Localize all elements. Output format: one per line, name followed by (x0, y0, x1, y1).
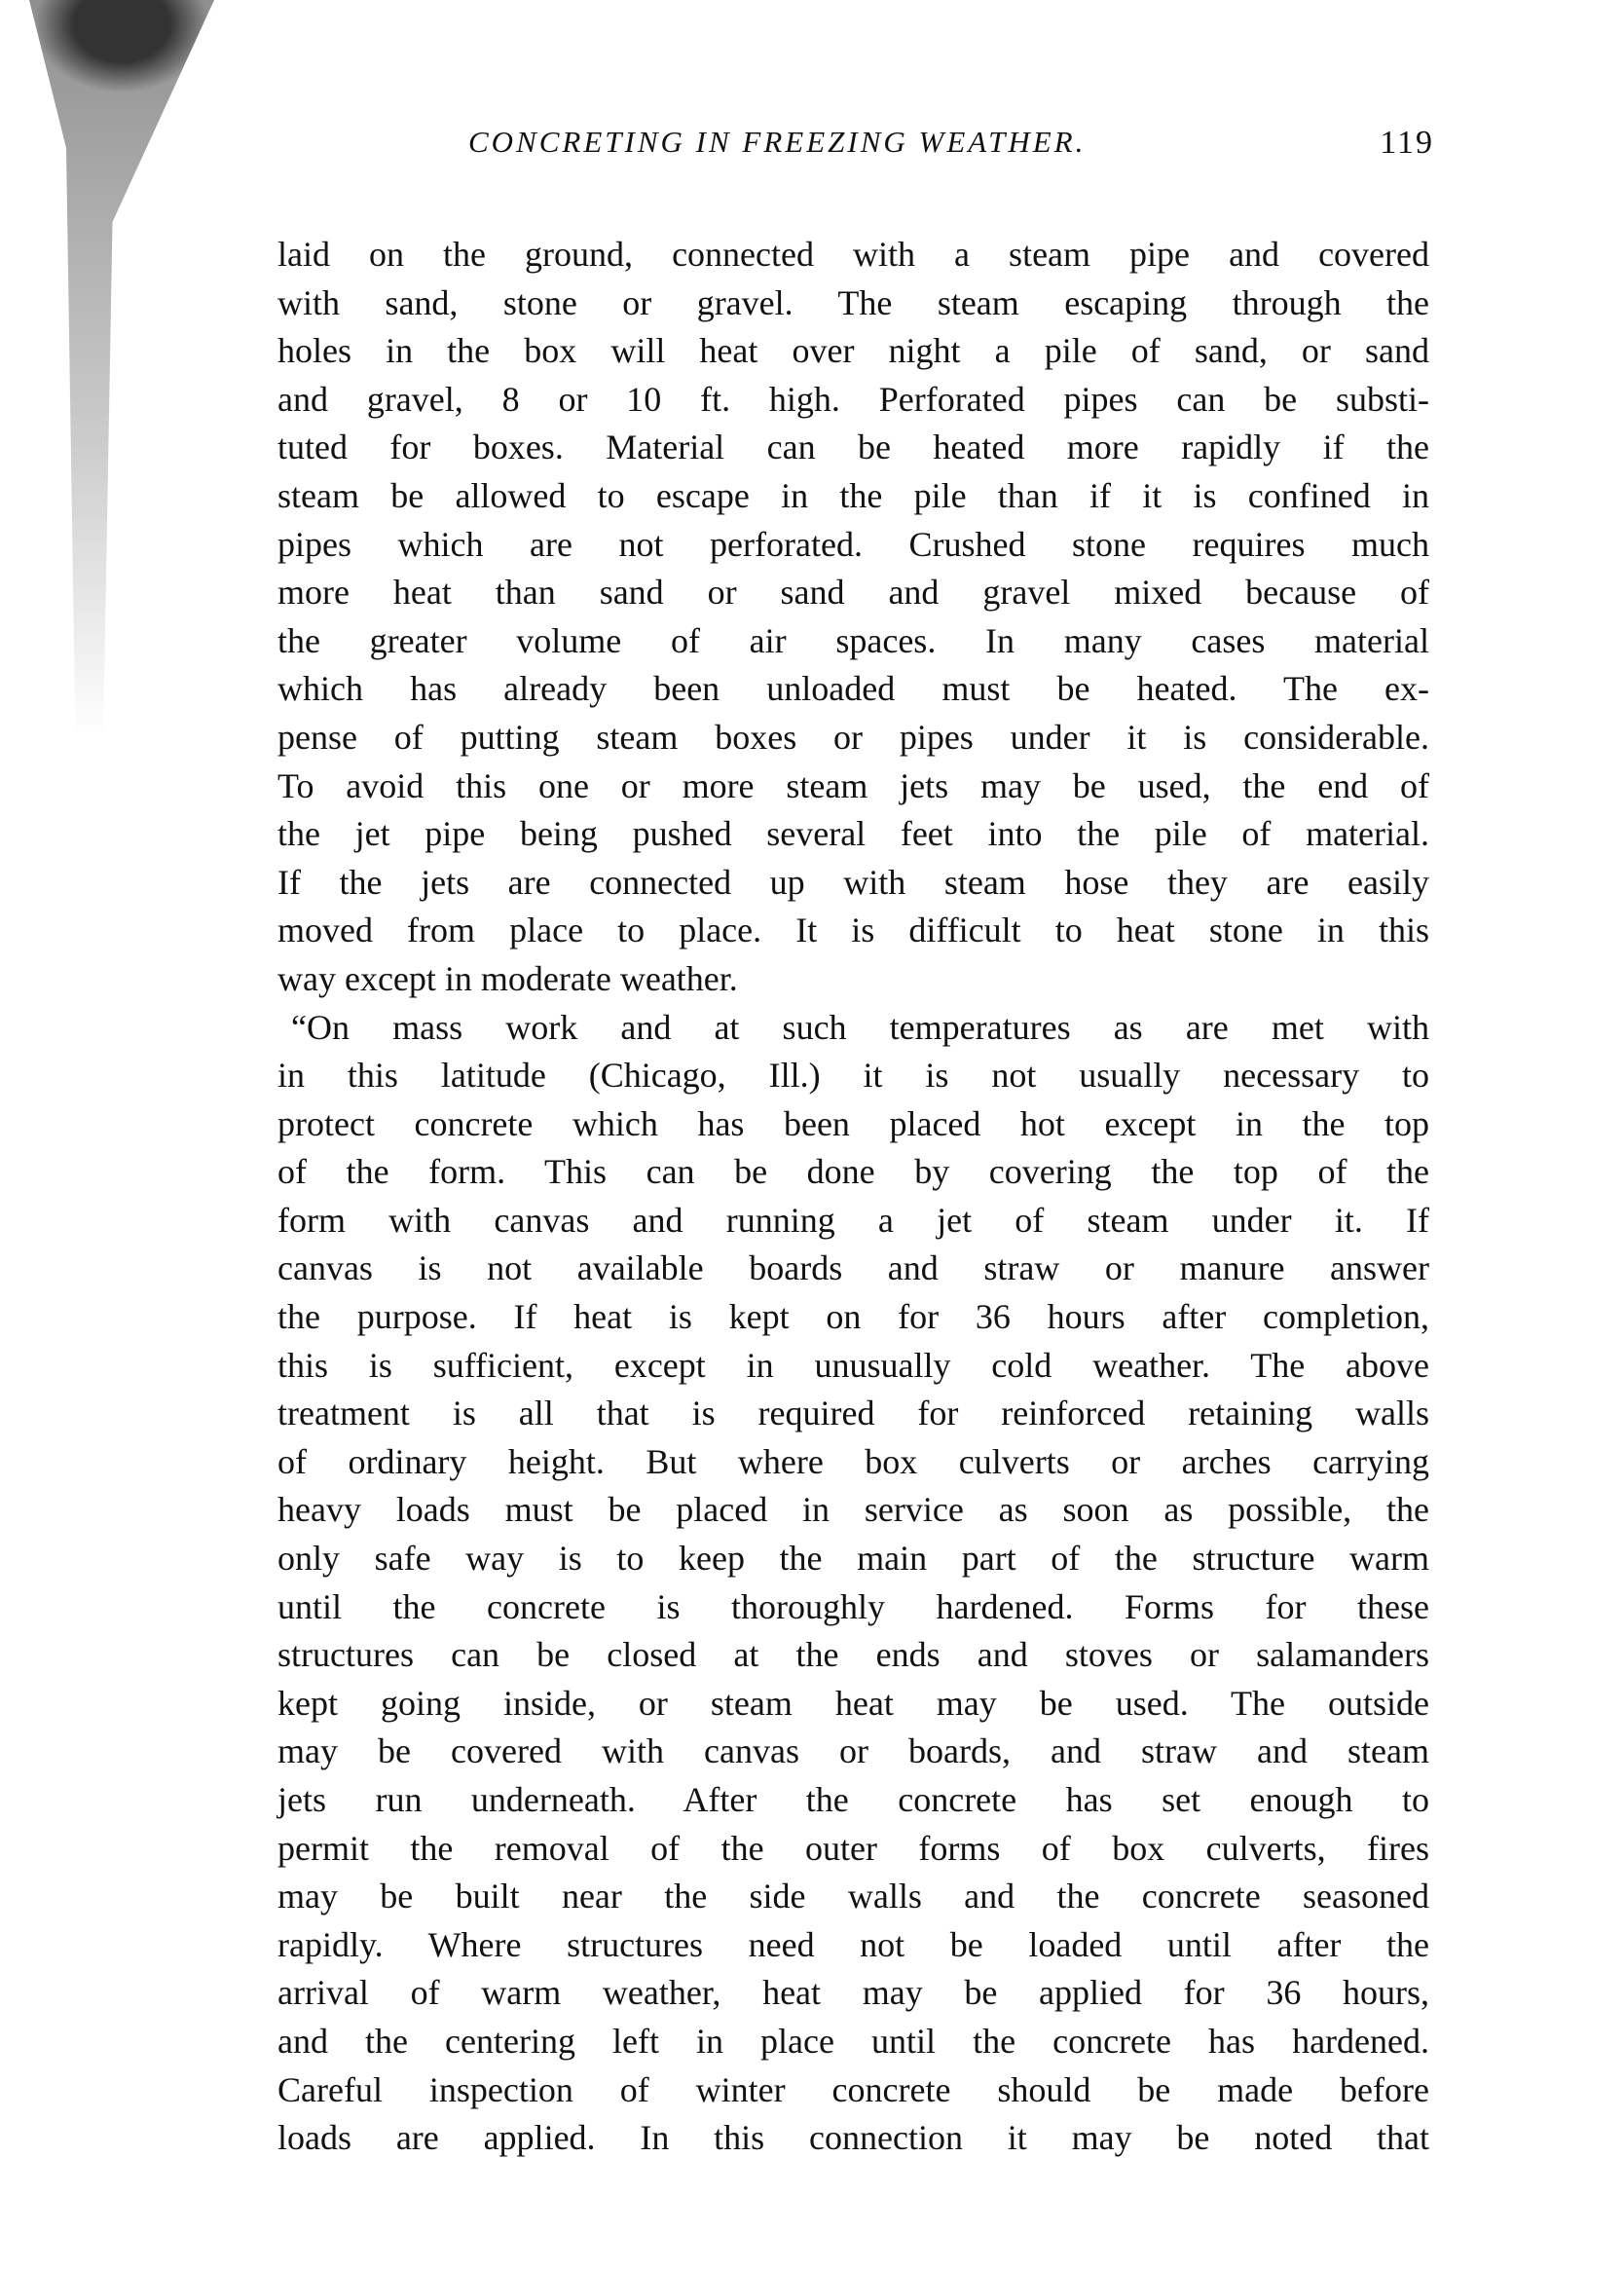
text-line: arrival of warm weather, heat may be applied for 36 hours, (277, 1973, 1429, 2013)
text-line: more heat than sand or sand and gravel mixed because of (277, 573, 1429, 613)
text-line: and gravel, 8 or 10 ft. high. Perforated pipes can be substi- (277, 379, 1429, 419)
text-line: way except in moderate weather. (277, 958, 738, 998)
running-title: CONCRETING IN FREEZING WEATHER. (468, 125, 1087, 159)
text-line: of the form. This can be done by covering the top of the (277, 1152, 1429, 1192)
text-line: pipes which are not perforated. Crushed stone requires much (277, 524, 1429, 564)
text-line: may be built near the side walls and the concrete seasoned (277, 1877, 1429, 1916)
text-line: jets run underneath. After the concrete has set enough to (277, 1780, 1429, 1819)
text-line: Careful inspection of winter concrete should be made before (277, 2069, 1429, 2109)
text-line: until the concrete is thoroughly hardened. Forms for these (277, 1586, 1429, 1626)
text-line: form with canvas and running a jet of steam under it. If (277, 1200, 1429, 1240)
text-line: may be covered with canvas or boards, and straw and steam (277, 1731, 1429, 1771)
text-line: laid on the ground, connected with a steam pipe and covered (277, 235, 1429, 274)
text-line: “On mass work and at such temperatures as are met with (291, 1007, 1429, 1047)
text-line: with sand, stone or gravel. The steam escaping through the (277, 282, 1429, 322)
text-line: rapidly. Where structures need not be loaded until after the (277, 1924, 1429, 1964)
text-line: tuted for boxes. Material can be heated more rapidly if the (277, 428, 1429, 467)
text-line: of ordinary height. But where box culverts or arches carrying (277, 1441, 1429, 1481)
text-line: in this latitude (Chicago, Ill.) it is not usually necessary to (277, 1056, 1429, 1096)
text-line: treatment is all that is required for reinforced retaining walls (277, 1394, 1429, 1433)
text-line: the greater volume of air spaces. In many cases material (277, 620, 1429, 660)
text-line: holes in the box will heat over night a pile of sand, or sand (277, 331, 1429, 371)
text-line: structures can be closed at the ends and stoves or salamanders (277, 1635, 1429, 1675)
text-line: kept going inside, or steam heat may be used. The outside (277, 1683, 1429, 1723)
text-line: the purpose. If heat is kept on for 36 hours after completion, (277, 1297, 1429, 1337)
scan-margin-shadow (29, 0, 214, 740)
text-line: pense of putting steam boxes or pipes under it is considerable. (277, 717, 1429, 757)
text-line: protect concrete which has been placed hot except in the top (277, 1103, 1429, 1143)
text-line: which has already been unloaded must be heated. The ex- (277, 669, 1429, 709)
text-line: loads are applied. In this connection it may be noted that (277, 2118, 1429, 2158)
text-line: To avoid this one or more steam jets may be used, the end of (277, 765, 1429, 805)
text-line: heavy loads must be placed in service as soon as possible, the (277, 1490, 1429, 1530)
page-number: 119 (1380, 125, 1434, 161)
text-line: canvas is not available boards and straw or manure answer (277, 1248, 1429, 1288)
text-line: If the jets are connected up with steam hose they are easily (277, 862, 1429, 902)
page-header (277, 125, 1434, 173)
text-line: this is sufficient, except in unusually cold weather. The above (277, 1345, 1429, 1385)
text-line: only safe way is to keep the main part of the structure warm (277, 1539, 1429, 1579)
body-text (277, 231, 1429, 2163)
text-line: moved from place to place. It is difficult to heat stone in this (277, 911, 1429, 950)
text-line: steam be allowed to escape in the pile than if it is confined in (277, 475, 1429, 515)
text-line: the jet pipe being pushed several feet into the pile of material. (277, 814, 1429, 854)
text-line: permit the removal of the outer forms of box culverts, fires (277, 1828, 1429, 1868)
text-line: and the centering left in place until the concrete has hardened. (277, 2021, 1429, 2061)
